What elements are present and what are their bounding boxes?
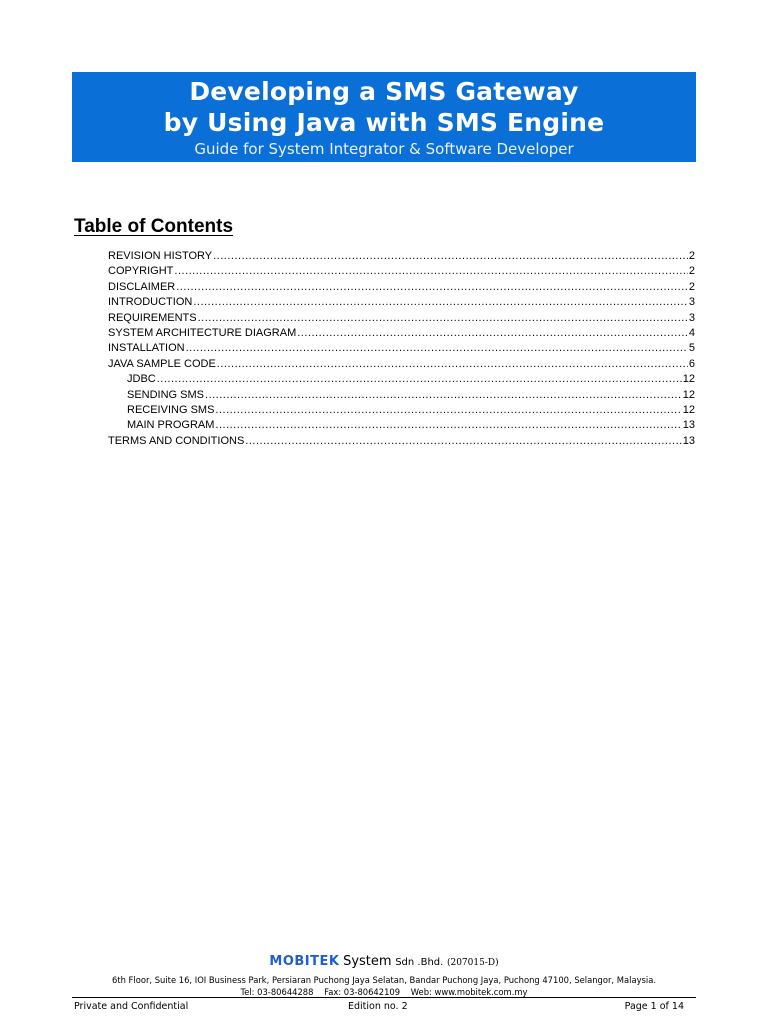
toc-entry-label: SYSTEM ARCHITECTURE DIAGRAM — [108, 326, 297, 339]
toc-entry-installation[interactable] — [108, 341, 695, 356]
company-address: 6th Floor, Suite 16, IOI Business Park, Persiaran Puchong Jaya Selatan, Bandar Puchong Jaya, Puchong 47100, Selangor, Malaysia. — [111, 975, 657, 985]
toc-entry-page: 5 — [688, 342, 695, 355]
toc-leader-dots — [157, 372, 682, 387]
toc-entry-jdbc[interactable] — [108, 372, 695, 387]
company-tel: Tel: 03-80644288 — [240, 987, 314, 997]
toc-entry-label: COPYRIGHT — [108, 265, 174, 278]
toc-entry-label: MAIN PROGRAM — [127, 419, 215, 432]
toc-entry-java-sample-code[interactable] — [108, 357, 695, 372]
page-footer — [72, 1001, 696, 1015]
company-web[interactable]: Web: www.mobitek.com.my — [410, 987, 528, 997]
company-fax: Fax: 03-80642109 — [324, 987, 401, 997]
company-sdn: Sdn .Bhd. — [395, 957, 444, 968]
toc-entry-page: 3 — [688, 296, 695, 309]
toc-entry-label: JAVA SAMPLE CODE — [108, 357, 216, 370]
toc-entry-label: TERMS AND CONDITIONS — [108, 434, 245, 447]
toc-entry-disclaimer[interactable] — [108, 280, 695, 295]
toc-leader-dots — [245, 434, 681, 449]
confidential-label: Private and Confidential — [74, 1001, 189, 1012]
title-line-1: Developing a SMS Gateway — [189, 77, 579, 106]
toc-entry-revision-history[interactable] — [108, 249, 695, 264]
toc-entry-copyright[interactable] — [108, 264, 695, 279]
company-registration: (207015-D) — [446, 958, 499, 968]
toc-entry-page: 13 — [682, 419, 695, 432]
company-name — [72, 953, 696, 971]
toc-entry-label: SENDING SMS — [127, 388, 205, 401]
toc-entry-page: 4 — [688, 326, 695, 339]
subtitle: Guide for System Integrator & Software Developer — [194, 140, 574, 158]
toc-leader-dots — [193, 295, 688, 310]
table-of-contents — [108, 249, 695, 449]
toc-leader-dots — [217, 357, 688, 372]
toc-entry-page: 12 — [682, 373, 695, 386]
edition-label: Edition no. 2 — [348, 1001, 408, 1012]
company-brand: MOBITEK — [269, 954, 340, 969]
toc-entry-sending-sms[interactable] — [108, 388, 695, 403]
toc-leader-dots — [174, 264, 687, 279]
toc-entry-main-program[interactable] — [108, 418, 695, 433]
toc-entry-page: 12 — [682, 388, 695, 401]
toc-entry-introduction[interactable] — [108, 295, 695, 310]
toc-leader-dots — [215, 403, 681, 418]
toc-entry-page: 2 — [688, 250, 695, 262]
toc-entry-page: 2 — [688, 280, 695, 293]
toc-entry-page: 13 — [682, 434, 695, 447]
toc-entry-page: 2 — [688, 265, 695, 278]
toc-leader-dots — [297, 326, 688, 341]
toc-heading: Table of Contents — [74, 216, 234, 237]
page-number: Page 1 of 14 — [624, 1001, 684, 1012]
toc-leader-dots — [198, 311, 688, 326]
toc-entry-system-architecture-diagram[interactable] — [108, 326, 695, 341]
toc-entry-label: DISCLAIMER — [108, 280, 176, 293]
title-line-2: by Using Java with SMS Engine — [163, 108, 605, 137]
toc-entry-receiving-sms[interactable] — [108, 403, 695, 418]
toc-entry-label: RECEIVING SMS — [127, 403, 215, 416]
toc-entry-requirements[interactable] — [108, 311, 695, 326]
company-footer — [72, 953, 696, 998]
toc-entry-label: INSTALLATION — [108, 342, 185, 355]
title-banner — [72, 72, 696, 162]
footer-divider — [72, 997, 696, 998]
toc-leader-dots — [205, 388, 682, 403]
toc-leader-dots — [186, 341, 688, 356]
toc-entry-label: INTRODUCTION — [108, 296, 193, 309]
toc-entry-page: 6 — [688, 357, 695, 370]
toc-entry-terms-and-conditions[interactable] — [108, 434, 695, 449]
toc-entry-label: REQUIREMENTS — [108, 311, 197, 324]
toc-entry-label: JDBC — [127, 373, 156, 386]
toc-leader-dots — [215, 418, 681, 433]
toc-entry-page: 12 — [682, 403, 695, 416]
toc-entry-page: 3 — [688, 311, 695, 324]
toc-leader-dots — [213, 249, 688, 264]
company-system: System — [343, 954, 392, 969]
toc-entry-label: REVISION HISTORY — [108, 250, 213, 262]
toc-leader-dots — [176, 280, 688, 295]
